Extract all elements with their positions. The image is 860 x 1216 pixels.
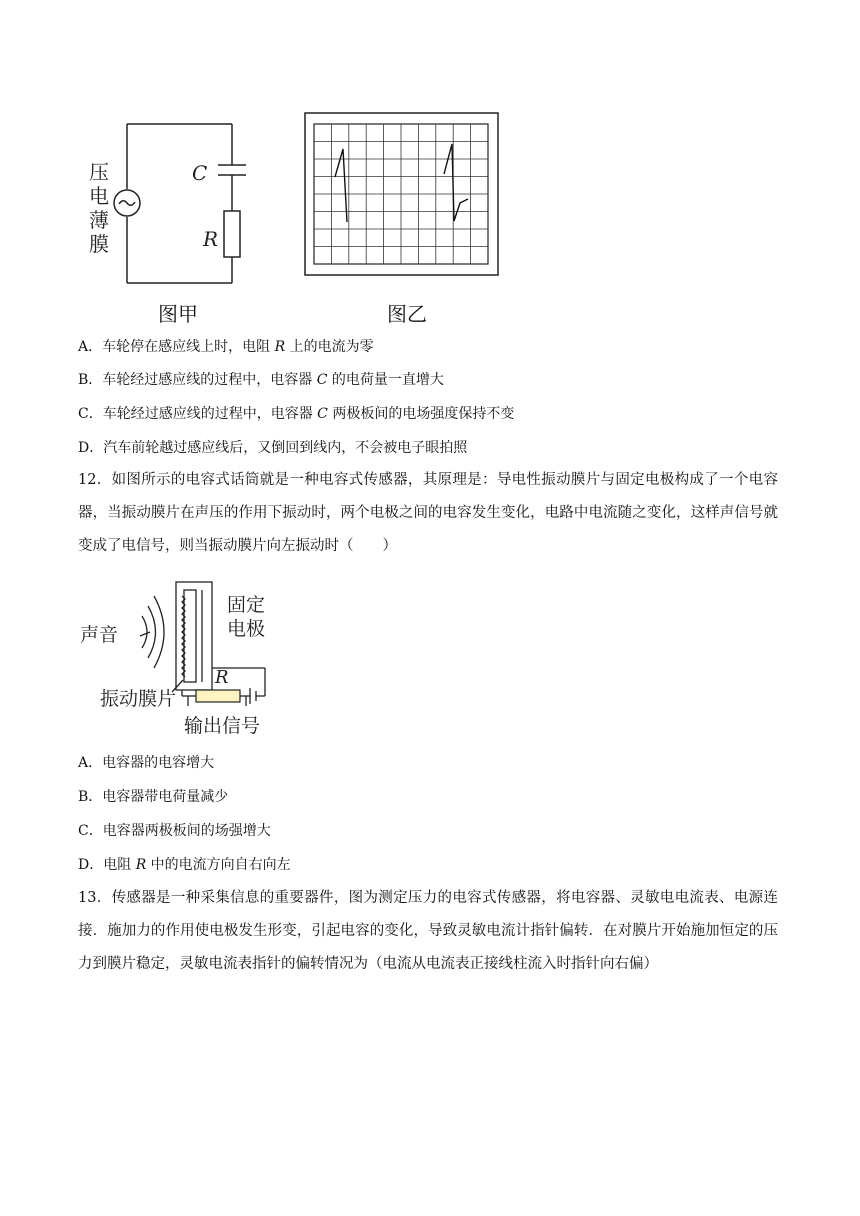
q11-option-c: C．车轮经过感应线的过程中，电容器 C 两极板间的电场强度保持不变 bbox=[78, 406, 515, 422]
membrane-label: 振动膜片 bbox=[100, 688, 177, 710]
resistor-r bbox=[196, 690, 240, 702]
output-signal-label: 输出信号 bbox=[184, 715, 261, 737]
oscilloscope-diagram-yi bbox=[304, 112, 500, 278]
fixed-electrode-label-1: 固定 bbox=[227, 594, 266, 616]
sound-label: 声音 bbox=[80, 624, 119, 646]
q12-option-a: A．电容器的电容增大 bbox=[78, 755, 215, 771]
q11-option-d: D．汽车前轮越过感应线后，又倒回到线内，不会被电子眼拍照 bbox=[78, 440, 468, 456]
capacitor-label: C bbox=[192, 161, 208, 185]
fixed-electrode-label-2: 电极 bbox=[227, 618, 266, 640]
figure-caption-jia: 图甲 bbox=[158, 302, 198, 326]
q11-option-b: B．车轮经过感应线的过程中，电容器 C 的电荷量一直增大 bbox=[78, 372, 444, 388]
q11-option-a: A．车轮停在感应线上时，电阻 R 上的电流为零 bbox=[78, 339, 374, 355]
waveform-pulse-1 bbox=[335, 149, 347, 222]
q12-option-b: B．电容器带电荷量减少 bbox=[78, 789, 229, 805]
q12-option-d: D．电阻 R 中的电流方向自右向左 bbox=[78, 857, 291, 873]
figure-caption-yi: 图乙 bbox=[387, 302, 427, 326]
resistor-label: R bbox=[203, 227, 219, 251]
mic-resistor-label: R bbox=[215, 667, 229, 688]
q12-stem: 12．如图所示的电容式话筒就是一种电容式传感器，其原理是：导电性振动膜片与固定电极构成了一个电容器，当振动膜片在声压的作用下振动时，两个电极之间的电容发生变化，电路中电流随之变化，这样声信号就变成了电信号，则当振动膜片向左振动时（ ） bbox=[78, 472, 778, 554]
piezo-film-label: 压 电 薄 膜 bbox=[89, 160, 109, 256]
q12-option-c: C．电容器两极板间的场强增大 bbox=[78, 823, 271, 839]
waveform-pulse-2 bbox=[444, 144, 468, 221]
q13-stem: 13．传感器是一种采集信息的重要器件，图为测定压力的电容式传感器，将电容器、灵敏电电流表、电源连接．施加力的作用使电极发生形变，引起电容的变化，导致灵敏电流计指针偏转．在对膜片开始施加恒定的压力到膜片稳定，灵敏电流表指针的偏转情况为（电流从电流表正接线柱流入时指针向右偏） bbox=[78, 890, 778, 972]
